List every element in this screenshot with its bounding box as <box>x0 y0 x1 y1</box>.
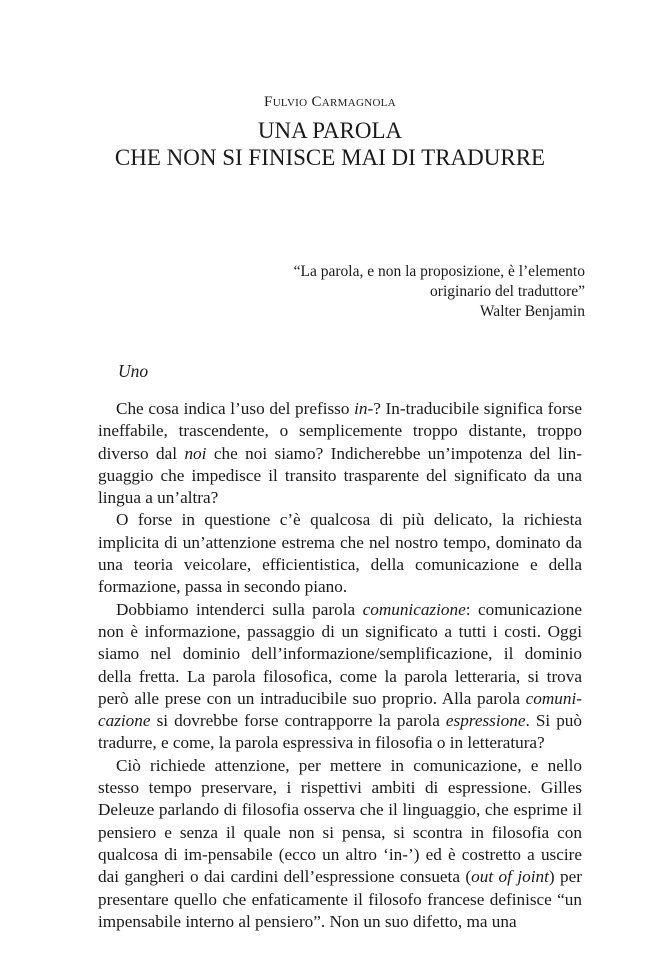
body-text <box>98 398 582 933</box>
paragraph-3-text-c: : comunicazione non è informazione, passaggio di un significato a tutti i costi. Oggi siamo nel dominio dell’informazione/semplificazione, il dominio della fretta. La parola filosofica, come la parola letteraria, si trova però alle prese con un intraducibile suo proprio. Alla parola <box>98 599 583 708</box>
paragraph-4-text-a: Ciò richiede attenzione, per mettere in comunicazione, e nello stesso tempo preservare, i rispettivi ambiti di espressione. Gilles Deleuze parlando di filosofia osserva che il linguaggio, che esprime il pensiero e senza il quale non si pensa, si scontra in filosofia con qualcosa di im-pensabile (ecco un altro ‘in-’) ed è costretto a uscire dai gangheri o dai cardini dell’espressione consueta ( <box>98 755 582 887</box>
paragraph-1-text-c: ? In-traducibile significa forse ineffabile, trascendente, o semplicemente troppo distante, troppo diverso dal <box>98 399 582 463</box>
paragraph-1 <box>98 398 582 509</box>
paragraph-3-text-a: Dobbiamo intenderci sulla parola <box>116 599 363 619</box>
author-name: Fulvio Carmagnola <box>264 94 396 110</box>
paragraph-3-emphasis-espressione: espressione <box>445 711 526 731</box>
paragraph-2-text: O forse in questione c’è qualcosa di più delicato, la richiesta implicita di un’attenzione estrema che nel nostro tempo, dominato da una teoria veicolare, efficientistica, della comunicazione e della formazione, passa in secondo piano. <box>98 510 582 597</box>
paragraph-4 <box>98 755 582 933</box>
section-heading: Uno <box>118 361 149 381</box>
paragraph-4-text-c: ) per presentare quello che enfaticamente il filosofo francese definisce “un impensabile interno al pensiero”. Non un suo difetto, ma una <box>98 867 582 931</box>
paragraph-3-emphasis-comunicazione: comunicazione <box>362 599 466 619</box>
paragraph-3-text-g: . Si può tradurre, e come, la parola espressiva in filosofia o in letteratura? <box>98 711 582 753</box>
epigraph-quote-line-2: originario del traduttore” <box>430 283 585 300</box>
article-title-line-2: CHE NON SI FINISCE MAI DI TRADURRE <box>114 145 546 170</box>
article-title-line-1: UNA PAROLA <box>257 118 403 143</box>
paragraph-1-emphasis-noi: noi <box>184 443 207 463</box>
paragraph-3-emphasis-comunicazione-2: comunicazione <box>98 688 582 731</box>
paragraph-1-emphasis-in: in- <box>354 399 374 418</box>
epigraph-quote-line-1: “La parola, e non la proposizione, è l’elemento <box>293 263 585 280</box>
epigraph-attribution: Walter Benjamin <box>479 303 585 320</box>
paragraph-4-emphasis-out-of-joint: out of joint <box>471 867 549 887</box>
paragraph-3-text-e: si dovrebbe forse contrapporre la parola <box>150 711 446 731</box>
paragraph-1-text-a: Che cosa indica l’uso del prefisso <box>116 399 355 418</box>
paragraph-3 <box>98 599 582 755</box>
paragraph-2 <box>98 509 582 598</box>
paragraph-1-text-e: che noi siamo? Indicherebbe un’impotenza del linguaggio che impedisce il transito trasparente del significato da una lingua a un’altra? <box>98 443 582 508</box>
